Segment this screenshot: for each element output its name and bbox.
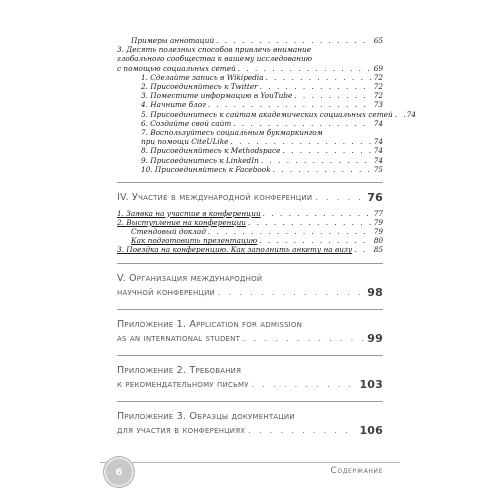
toc-entry-twitter[interactable] <box>117 82 383 91</box>
toc-entry-title: 4. Начните блог <box>141 100 206 110</box>
toc-section-v[interactable] <box>117 272 383 301</box>
dot-leader <box>315 191 364 206</box>
toc-entry-ten-ways-3[interactable] <box>117 64 383 73</box>
dot-leader <box>248 218 372 227</box>
appendix-title-line-1: Приложение 2. Требования <box>117 364 242 376</box>
toc-entry-citeulike-2[interactable] <box>117 137 383 146</box>
dot-leader <box>238 64 372 73</box>
toc-entry-citeulike-1[interactable] <box>117 128 383 137</box>
toc-entry-academic[interactable] <box>117 109 416 119</box>
dot-leader <box>261 156 372 165</box>
dot-leader <box>273 165 372 174</box>
dot-leader <box>259 236 371 245</box>
toc-entry-title: 9. Присоединитесь к LinkedIn <box>141 155 259 165</box>
dot-leader <box>282 146 371 155</box>
toc-entry-page-number: 74 <box>373 155 383 165</box>
toc-entry-page-number: 69 <box>373 63 383 73</box>
toc-appendix-1[interactable] <box>117 318 383 347</box>
appendix-title-line-2: as an international student <box>117 333 241 345</box>
dot-leader <box>230 137 371 146</box>
toc-entry-page-number: 80 <box>373 236 383 246</box>
dot-leader <box>294 91 371 100</box>
toc-entry-wiki[interactable] <box>117 73 383 82</box>
toc-entry-page-number: 74 <box>406 109 416 119</box>
dot-leader <box>243 332 364 347</box>
toc-section-iv[interactable] <box>117 191 383 206</box>
toc-entry-page-number: 74 <box>373 146 383 156</box>
page-number-badge: 6 <box>104 457 134 487</box>
toc-entry-title: глобального сообщества к вашему исследованию <box>117 54 313 64</box>
section-page-number: 76 <box>367 191 383 205</box>
toc-entry-page-number: 77 <box>373 208 383 218</box>
toc-entry-title: 1. Заявка на участие в конференции <box>117 208 261 218</box>
section-title: IV. Участие в международной конференции <box>117 192 313 204</box>
toc-entry-page-number: 72 <box>373 72 383 82</box>
toc-entry-title: 7. Воспользуйтесь социальным букмаркингом <box>141 128 323 138</box>
dot-leader <box>395 110 405 119</box>
toc-appendix-2[interactable] <box>117 364 383 393</box>
running-footer-title: Содержание <box>330 466 383 476</box>
section-divider <box>117 401 383 402</box>
section-title-line-1: V. Организация международной <box>117 272 263 284</box>
toc-entry-page-number: 72 <box>373 82 383 92</box>
appendix-title-line-1: Приложение 3. Образцы документации <box>117 410 295 422</box>
toc-entry-methodspace[interactable] <box>117 146 383 155</box>
toc-entry-title: 3. Десять полезных способов привлечь внимание <box>117 45 312 55</box>
appendix-title-line-1: Приложение 1. Application for admission <box>117 318 303 330</box>
toc-entry-page-number: 85 <box>373 245 383 255</box>
toc-entry-poster[interactable] <box>117 227 383 236</box>
table-of-contents <box>117 36 416 439</box>
toc-entry-title: Примеры аннотаций <box>131 36 215 45</box>
section-divider <box>117 263 383 264</box>
toc-entry-page-number: 79 <box>373 226 383 236</box>
toc-block-chapter-3 <box>117 36 416 174</box>
toc-entry-page-number: 74 <box>373 118 383 128</box>
section-divider <box>117 309 383 310</box>
toc-entry-page-number: 73 <box>373 100 383 110</box>
toc-entry-prepare[interactable] <box>117 236 383 245</box>
section-page-number: 98 <box>367 286 383 300</box>
toc-block-section-iv <box>117 209 383 255</box>
appendix-page-number: 99 <box>367 332 383 346</box>
toc-entry-ten-ways-2[interactable] <box>117 54 383 63</box>
toc-entry-title: 1. Сделайте запись в Wikipedia <box>141 72 264 82</box>
dot-leader <box>233 119 371 128</box>
dot-leader <box>354 245 372 254</box>
toc-entry-title: Как подготовить презентацию <box>131 236 258 246</box>
section-title-line-2: научной конференции <box>117 287 215 299</box>
toc-entry-facebook[interactable] <box>117 165 383 174</box>
dot-leader <box>248 424 356 439</box>
toc-entry-trip[interactable] <box>117 245 383 254</box>
toc-entry-presentation[interactable] <box>117 218 383 227</box>
toc-entry-title: 6. Создайте свой сайт <box>141 118 232 128</box>
toc-entry-youtube[interactable] <box>117 91 383 100</box>
toc-entry-annot-examples[interactable] <box>117 36 383 45</box>
toc-entry-title: 5. Присоединитесь к сайтам академических социальных сетей <box>141 109 393 119</box>
toc-entry-title: 2. Выступление на конференции <box>117 217 246 227</box>
toc-entry-title: 3. Поместите информацию в YouTube <box>141 91 293 101</box>
toc-appendix-3[interactable] <box>117 410 383 439</box>
appendix-title-line-2: к рекомендательному письму <box>117 379 249 391</box>
toc-entry-title: 8. Присоединяйтесь к Methodspace <box>141 146 281 156</box>
toc-entry-ten-ways-1[interactable] <box>117 45 383 54</box>
appendix-page-number: 106 <box>359 424 383 438</box>
dot-leader <box>208 227 372 236</box>
toc-entry-page-number: 79 <box>373 217 383 227</box>
toc-entry-page-number: 72 <box>373 91 383 101</box>
section-divider <box>117 182 383 183</box>
toc-entry-application[interactable] <box>117 209 383 218</box>
toc-entry-title: 10. Присоединяйтесь к Facebook <box>141 164 271 174</box>
dot-leader <box>260 82 372 91</box>
toc-entry-title: с помощью социальных сетей <box>117 63 236 73</box>
appendix-title-line-2: для участия в конференциях <box>117 425 246 437</box>
dot-leader <box>266 73 372 82</box>
dot-leader <box>218 286 364 301</box>
toc-entry-linkedin[interactable] <box>117 156 383 165</box>
dot-leader <box>216 36 372 45</box>
toc-entry-title: при помощи CiteULike <box>141 137 229 147</box>
toc-entry-title: 2. Присоединяйтесь к Twitter <box>141 82 258 92</box>
toc-entry-page-number: 75 <box>373 164 383 174</box>
toc-entry-own-site[interactable] <box>117 119 383 128</box>
appendix-page-number: 103 <box>359 378 383 392</box>
dot-leader <box>208 100 372 109</box>
dot-leader <box>252 378 357 393</box>
toc-entry-blog[interactable] <box>117 100 383 109</box>
section-divider <box>117 355 383 356</box>
toc-entry-title: Стендовый доклад <box>131 226 206 236</box>
dot-leader <box>263 209 372 218</box>
toc-entry-title: 3. Поездка на конференцию. Как заполнить анкету на визу <box>117 245 353 255</box>
toc-entry-page-number: 74 <box>373 137 383 147</box>
toc-entry-page-number: 65 <box>373 36 383 45</box>
